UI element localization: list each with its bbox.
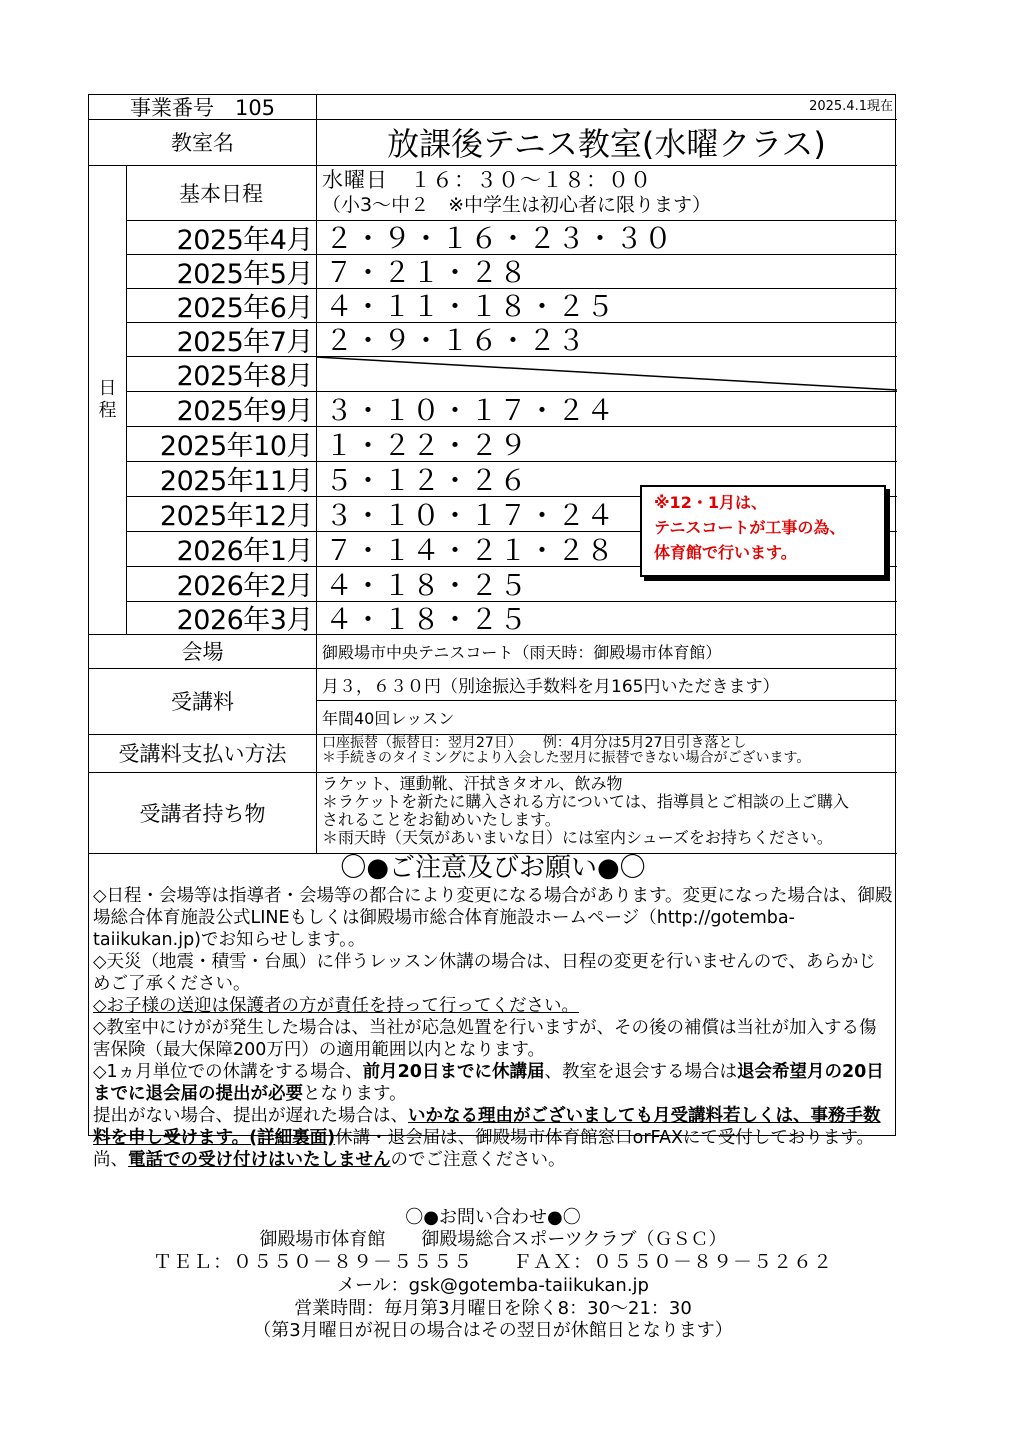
construction-notice-line: 体育館で行います。: [654, 543, 797, 562]
contact-orgs: 御殿場市体育館 御殿場総合スポーツクラブ（ＧＳＣ）: [259, 1229, 727, 1250]
fee-lessons: 年間40回レッスン: [322, 708, 455, 728]
month-dates: ３・１０・１７・２４: [325, 393, 616, 427]
side-label-char-2: 程: [98, 399, 117, 421]
belongings-value: [322, 775, 892, 853]
basic-schedule-eligibility: （小3～中２ ※中学生は初心者に限ります）: [322, 194, 712, 216]
business-hours: 営業時間：毎月第3月曜日を除く8：30～21：30: [294, 1298, 692, 1319]
venue-label: 会場: [181, 640, 224, 664]
construction-notice-line: テニスコートが工事の為、: [654, 518, 846, 537]
basic-schedule-time: 水曜日 １６：３０～１８：００: [322, 168, 652, 192]
fee-monthly: 月３，６３０円（別途振込手数料を月165円いただきます）: [322, 676, 780, 697]
classroom-name: 放課後テニス教室(水曜クラス): [387, 125, 826, 163]
month-label: 2025年8月: [176, 361, 313, 392]
notice-leave-text: 、教室を退会する場合は: [544, 1062, 737, 1082]
belongings-line-2: ＊ラケットを新たに購入される方については、指導員とご相談の上ご購入: [322, 792, 849, 811]
info-sheet: [88, 94, 896, 1341]
month-label: 2025年9月: [176, 396, 313, 427]
month-dates: ４・１８・２５: [325, 602, 529, 636]
month-dates: ４・１１・１８・２５: [325, 290, 616, 323]
payment-value: [322, 736, 892, 772]
business-number: 事業番号 105: [129, 96, 276, 120]
notice-leave: [93, 1061, 893, 1105]
notice-late-text: 休講・退会届は、御殿場市体育館窓口orFAXにて受付しております。尚、: [93, 1128, 875, 1170]
month-label: 2026年1月: [176, 536, 313, 567]
holiday-note: （第3月曜日が祝日の場合はその翌日が休館日となります）: [253, 1320, 733, 1341]
fee-label: 受講料: [171, 690, 234, 714]
month-label: 2025年7月: [176, 326, 313, 358]
payment-label: 受講料支払い方法: [118, 742, 287, 766]
month-dates: ７・２１・２８: [325, 256, 529, 289]
month-label: 2026年3月: [176, 605, 313, 636]
schedule-side-label: [89, 165, 126, 634]
notice-fee-charge: いかなる理由がございましても月受講料若しくは、事務手数料を申し受けます。(詳細裏面): [93, 1106, 881, 1148]
contact-phone-fax: ＴＥＬ：０５５０－８９－５５５５ ＦＡＸ：０５５０－８９－５２６２: [152, 1251, 833, 1273]
month-dates: ３・１０・１７・２４: [325, 498, 616, 532]
month-label: 2025年12月: [159, 501, 313, 532]
contact-title: 〇●お問い合わせ●〇: [405, 1207, 581, 1228]
notice-injury: ◇教室中にけがが発生した場合は、当社が応急処置を行いますが、その後の補償は当社が加入する傷害保険（最大保障200万円）の適用範囲以内となります。: [93, 1018, 877, 1060]
notice-leave-text: ◇1ヵ月単位での休講をする場合、: [93, 1062, 363, 1082]
notice-pickup: ◇お子様の送迎は保護者の方が責任を持って行ってください。: [93, 996, 579, 1016]
as-of-date: 2025.4.1現在: [809, 99, 893, 114]
payment-line-1: 口座振替（振替日：翌月27日） 例：4月分は5月27日引き落とし: [322, 735, 747, 751]
notice-late-text: のでご注意ください。: [390, 1150, 566, 1170]
notice-late-submission: [93, 1105, 893, 1171]
venue-value: 御殿場市中央テニスコート（雨天時：御殿場市体育館）: [322, 642, 722, 662]
month-label: 2025年4月: [176, 224, 313, 256]
month-label: 2026年2月: [176, 571, 313, 602]
notice-no-phone: 電話での受け付けはいたしません: [128, 1150, 391, 1170]
construction-notice-box: [640, 485, 886, 577]
notice-weather: ◇天災（地震・積雪・台風）に伴うレッスン休講の場合は、日程の変更を行いませんので、あらかじめご了承ください。: [93, 952, 876, 994]
notice-leave-deadline: 前月20日までに休講届: [362, 1062, 545, 1082]
basic-schedule-label: 基本日程: [179, 181, 263, 206]
belongings-line-4: ＊雨天時（天気があいまいな日）には室内シューズをお持ちください。: [322, 828, 833, 847]
basic-schedule-value: [322, 167, 892, 220]
contact-email: メール：gsk@gotemba-taiikukan.jp: [337, 1275, 649, 1296]
month-label: 2025年5月: [176, 258, 313, 290]
month-dates: ２・９・１６・２３: [325, 324, 587, 357]
month-label: 2025年10月: [159, 431, 313, 462]
month-dates: ４・１８・２５: [325, 568, 529, 602]
month-label: 2025年11月: [159, 466, 313, 497]
notice-schedule-change: ◇日程・会場等は指導者・会場等の都合により変更になる場合があります。変更になった場合は、御殿場総合体育施設公式LINEもしくは御殿場市総合体育施設ホームページ（http://gotemba-taiikukan.jp)でお知らせします。。: [93, 886, 893, 950]
construction-notice-line: ※12・1月は、: [654, 493, 767, 512]
notice-title: 〇●ご注意及びお願い●〇: [340, 853, 646, 883]
notice-leave-text: となります。: [303, 1084, 407, 1104]
month-dates: １・２２・２９: [325, 428, 529, 462]
month-dates: [325, 356, 895, 391]
month-label: 2025年6月: [176, 292, 313, 324]
notice-late-text: 提出がない場合、提出が遅れた場合は、: [93, 1106, 408, 1126]
payment-line-2: ＊手続きのタイミングにより入会した翌月に振替できない場合がございます。: [322, 750, 811, 766]
belongings-line-1: ラケット、運動靴、汗拭きタオル、飲み物: [322, 774, 623, 793]
month-dates: ２・９・１６・２３・３０: [325, 222, 674, 255]
classroom-label: 教室名: [171, 131, 234, 155]
notice-withdraw-deadline: 退会希望月の20日までに退会届の提出が必要: [93, 1062, 884, 1104]
belongings-label: 受講者持ち物: [139, 801, 266, 826]
month-dates: ７・１４・２１・２８: [325, 533, 616, 567]
month-dates: ５・１２・２６: [325, 463, 529, 497]
belongings-line-3: されることをお勧めいたします。: [322, 810, 561, 829]
side-label-char-1: 日: [98, 377, 117, 399]
